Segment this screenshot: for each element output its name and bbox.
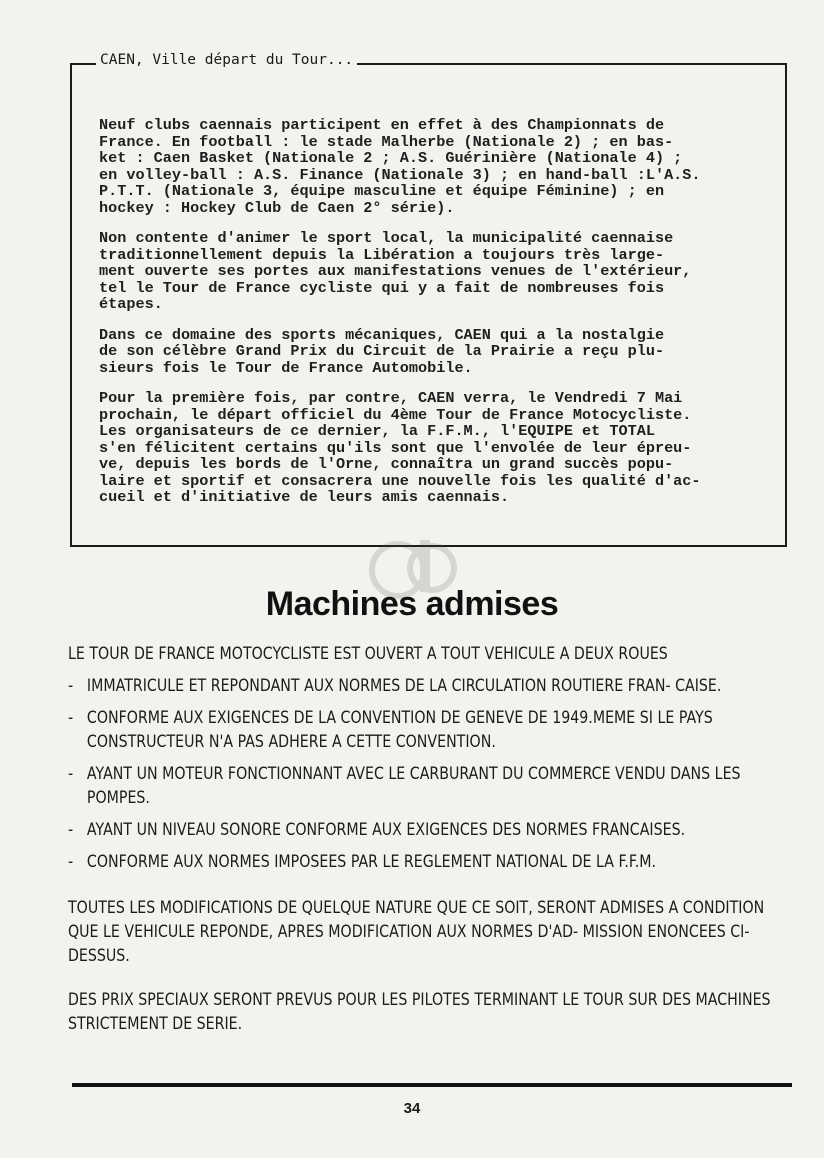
bottom-divider (72, 1083, 792, 1087)
list-item (68, 674, 790, 698)
box-paragraph-clubs: Neuf clubs caennais participent en effet à des Championnats de France. En football : le stade Malherbe (Nationale 2) ; en bas- ket : Caen Basket (Nationale 2 ; A.S. Guérinière (Nationale 4) ; en volley-ball : A.S. Finance (Nationale 3) ; en hand-ball :L'A.S. P.T.T. (Nationale 3, équipe masculine et équipe Féminine) ; en hockey : Hockey Club de Caen 2° série). (99, 116, 701, 217)
rules-intro: LE TOUR DE FRANCE MOTOCYCLISTE EST OUVERT A TOUT VEHICULE A DEUX ROUES (68, 644, 668, 663)
list-dash: - (68, 852, 74, 871)
section-heading: Machines admises (265, 585, 559, 623)
list-item (68, 850, 790, 874)
box-paragraph-departure: Pour la première fois, par contre, CAEN verra, le Vendredi 7 Mai prochain, le départ officiel du 4ème Tour de France Motocycliste. Les organisateurs de ce dernier, la F.F.M., l'EQUIPE et TOTAL s'en félicitent certains qu'ils sont que l'envolée de leur épreu- ve, depuis les bords de l'Orne, connaîtra un grand succès popu- laire et sportif et consacrera une nouvelle fois les qualité d'ac- cueil et d'initiative de leurs amis caennais. (99, 389, 701, 506)
rule-text: AYANT UN MOTEUR FONCTIONNANT AVEC LE CARBURANT DU COMMERCE VENDU DANS LES POMPES. (86, 764, 741, 807)
list-item (68, 762, 790, 810)
modifications-paragraph: TOUTES LES MODIFICATIONS DE QUELQUE NATURE QUE CE SOIT, SERONT ADMISES A CONDITION QUE LE VEHICULE REPONDE, APRES MODIFICATION AUX NORMES D'AD- MISSION ENONCEES CI-DESSUS. (68, 898, 765, 965)
rules-section (68, 642, 790, 1036)
list-dash: - (68, 764, 74, 783)
list-dash: - (68, 676, 74, 695)
box-paragraph-municipality: Non contente d'animer le sport local, la municipalité caennaise traditionnellement depuis la Libération a toujours très large- ment ouverte ses portes aux manifestations venues de l'extérieur, tel le Tour de France cycliste qui y a fait de nombreuses fois étapes. (99, 229, 692, 313)
page-number: 34 (403, 1100, 421, 1117)
rule-text: CONFORME AUX EXIGENCES DE LA CONVENTION DE GENEVE DE 1949.MEME SI LE PAYS CONSTRUCTEUR N'A PAS ADHERE A CETTE CONVENTION. (86, 708, 713, 751)
list-item (68, 818, 790, 842)
special-prizes-paragraph: DES PRIX SPECIAUX SERONT PREVUS POUR LES PILOTES TERMINANT LE TOUR SUR DES MACHINES STRICTEMENT DE SERIE. (68, 990, 771, 1033)
box-paragraph-motorsport: Dans ce domaine des sports mécaniques, CAEN qui a la nostalgie de son célèbre Grand Prix du Circuit de la Prairie a reçu plu- sieurs fois le Tour de France Automobile. (99, 325, 665, 377)
box-title: CAEN, Ville départ du Tour... (96, 52, 357, 68)
box-body (99, 117, 769, 520)
rule-text: CONFORME AUX NORMES IMPOSEES PAR LE REGLEMENT NATIONAL DE LA F.F.M. (86, 852, 657, 871)
rule-text: IMMATRICULE ET REPONDANT AUX NORMES DE LA CIRCULATION ROUTIERE FRAN- CAISE. (86, 676, 722, 695)
list-dash: - (68, 708, 74, 727)
list-dash: - (68, 820, 74, 839)
rule-text: AYANT UN NIVEAU SONORE CONFORME AUX EXIGENCES DES NORMES FRANCAISES. (86, 820, 686, 839)
list-item (68, 706, 790, 754)
rules-list (68, 674, 790, 874)
